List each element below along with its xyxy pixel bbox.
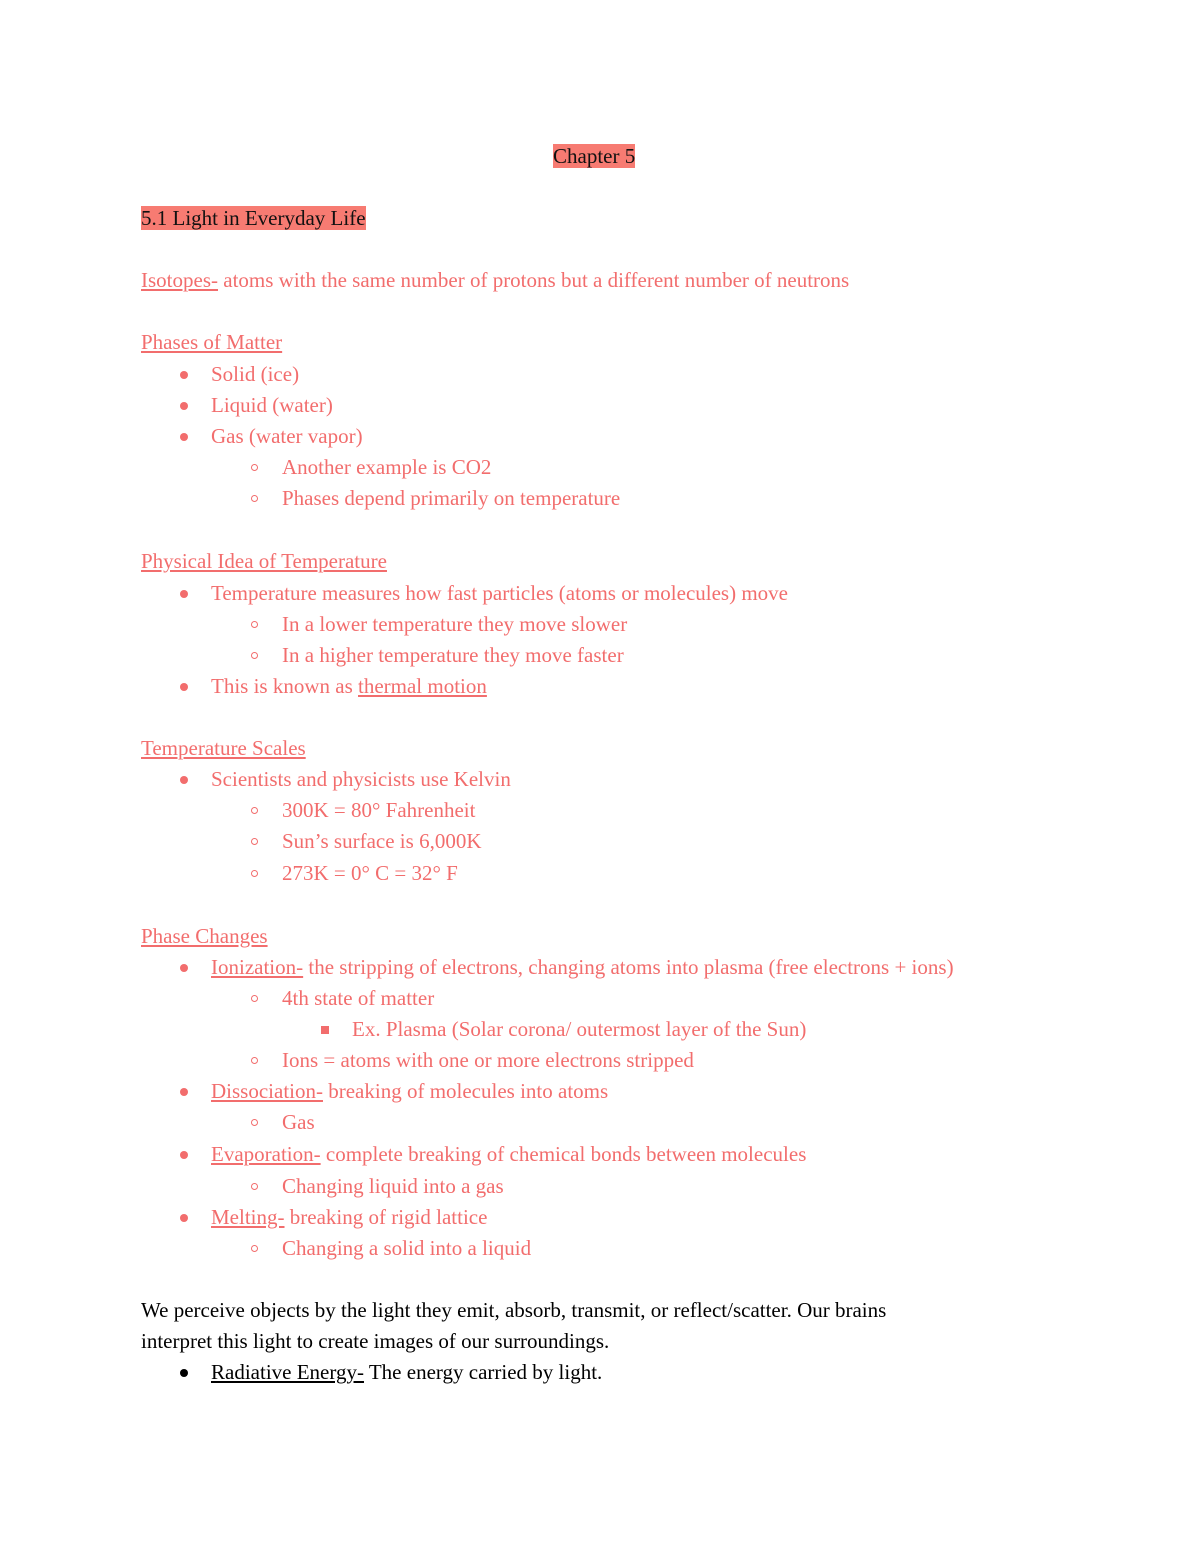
bullet-circle-icon [251, 1245, 258, 1252]
list-item: Melting- breaking of rigid lattice [211, 1205, 488, 1229]
list-item: 4th state of matter [282, 986, 435, 1010]
evaporation-term: Evaporation- [211, 1142, 321, 1166]
ionization-term: Ionization- [211, 955, 304, 979]
bullet-circle-icon [251, 1057, 258, 1064]
bullet-disc-icon [180, 1151, 188, 1159]
list-item: Phases depend primarily on temperature [282, 486, 621, 510]
thermal-motion-term: thermal motion [358, 674, 487, 698]
bullet-circle-icon [251, 652, 258, 659]
list-item: Dissociation- breaking of molecules into atoms [211, 1079, 609, 1103]
paragraph-line: We perceive objects by the light they emit, absorb, transmit, or reflect/scatter. Our brains [141, 1298, 887, 1322]
list-item: This is known as thermal motion [211, 674, 487, 698]
list-item: Ions = atoms with one or more electrons stripped [282, 1048, 694, 1072]
list-item: Gas (water vapor) [211, 424, 363, 448]
list-item: Another example is CO2 [282, 455, 492, 479]
bullet-disc-icon [180, 590, 188, 598]
temperature-idea-heading: Physical Idea of Temperature [141, 549, 387, 573]
list-item: Scientists and physicists use Kelvin [211, 767, 511, 791]
bullet-circle-icon [251, 870, 258, 877]
list-item: Ex. Plasma (Solar corona/ outermost layer of the Sun) [352, 1017, 807, 1041]
list-item: Evaporation- complete breaking of chemical bonds between molecules [211, 1142, 807, 1166]
isotopes-term: Isotopes- [141, 268, 218, 292]
section-title: 5.1 Light in Everyday Life [141, 206, 366, 230]
phases-heading: Phases of Matter [141, 330, 283, 354]
list-item: 300K = 80° Fahrenheit [282, 798, 476, 822]
bullet-circle-icon [251, 807, 258, 814]
list-item: Changing a solid into a liquid [282, 1236, 532, 1260]
list-item: Temperature measures how fast particles (atoms or molecules) move [211, 581, 788, 605]
bullet-circle-icon [251, 495, 258, 502]
phase-changes-heading: Phase Changes [141, 924, 268, 948]
bullet-disc-icon [180, 1214, 188, 1222]
bullet-disc-icon [180, 776, 188, 784]
list-item: Ionization- the stripping of electrons, changing atoms into plasma (free electrons + ions) [211, 955, 954, 979]
bullet-circle-icon [251, 838, 258, 845]
list-item: In a higher temperature they move faster [282, 643, 624, 667]
bullet-circle-icon [251, 995, 258, 1002]
bullet-circle-icon [251, 464, 258, 471]
list-item: Changing liquid into a gas [282, 1174, 504, 1198]
list-item: Gas [282, 1110, 315, 1134]
dissociation-term: Dissociation- [211, 1079, 323, 1103]
bullet-disc-icon [180, 433, 188, 441]
scales-heading: Temperature Scales [141, 736, 306, 760]
bullet-disc-icon [180, 1369, 188, 1377]
list-item: Liquid (water) [211, 393, 333, 417]
bullet-circle-icon [251, 1183, 258, 1190]
list-item: Solid (ice) [211, 362, 300, 386]
chapter-title: Chapter 5 [553, 144, 636, 168]
melting-term: Melting- [211, 1205, 285, 1229]
bullet-circle-icon [251, 621, 258, 628]
list-item: 273K = 0° C = 32° F [282, 861, 458, 885]
bullet-circle-icon [251, 1119, 258, 1126]
bullet-square-icon [321, 1026, 329, 1034]
bullet-disc-icon [180, 402, 188, 410]
bullet-disc-icon [180, 371, 188, 379]
list-item: Sun’s surface is 6,000K [282, 829, 482, 853]
list-item: Radiative Energy- The energy carried by light. [211, 1360, 603, 1384]
radiative-energy-term: Radiative Energy- [211, 1360, 364, 1384]
bullet-disc-icon [180, 964, 188, 972]
isotopes-definition: Isotopes- atoms with the same number of protons but a different number of neutrons [141, 268, 850, 292]
list-item: In a lower temperature they move slower [282, 612, 628, 636]
bullet-disc-icon [180, 1088, 188, 1096]
paragraph-line: interpret this light to create images of our surroundings. [141, 1329, 610, 1353]
bullet-disc-icon [180, 683, 188, 691]
